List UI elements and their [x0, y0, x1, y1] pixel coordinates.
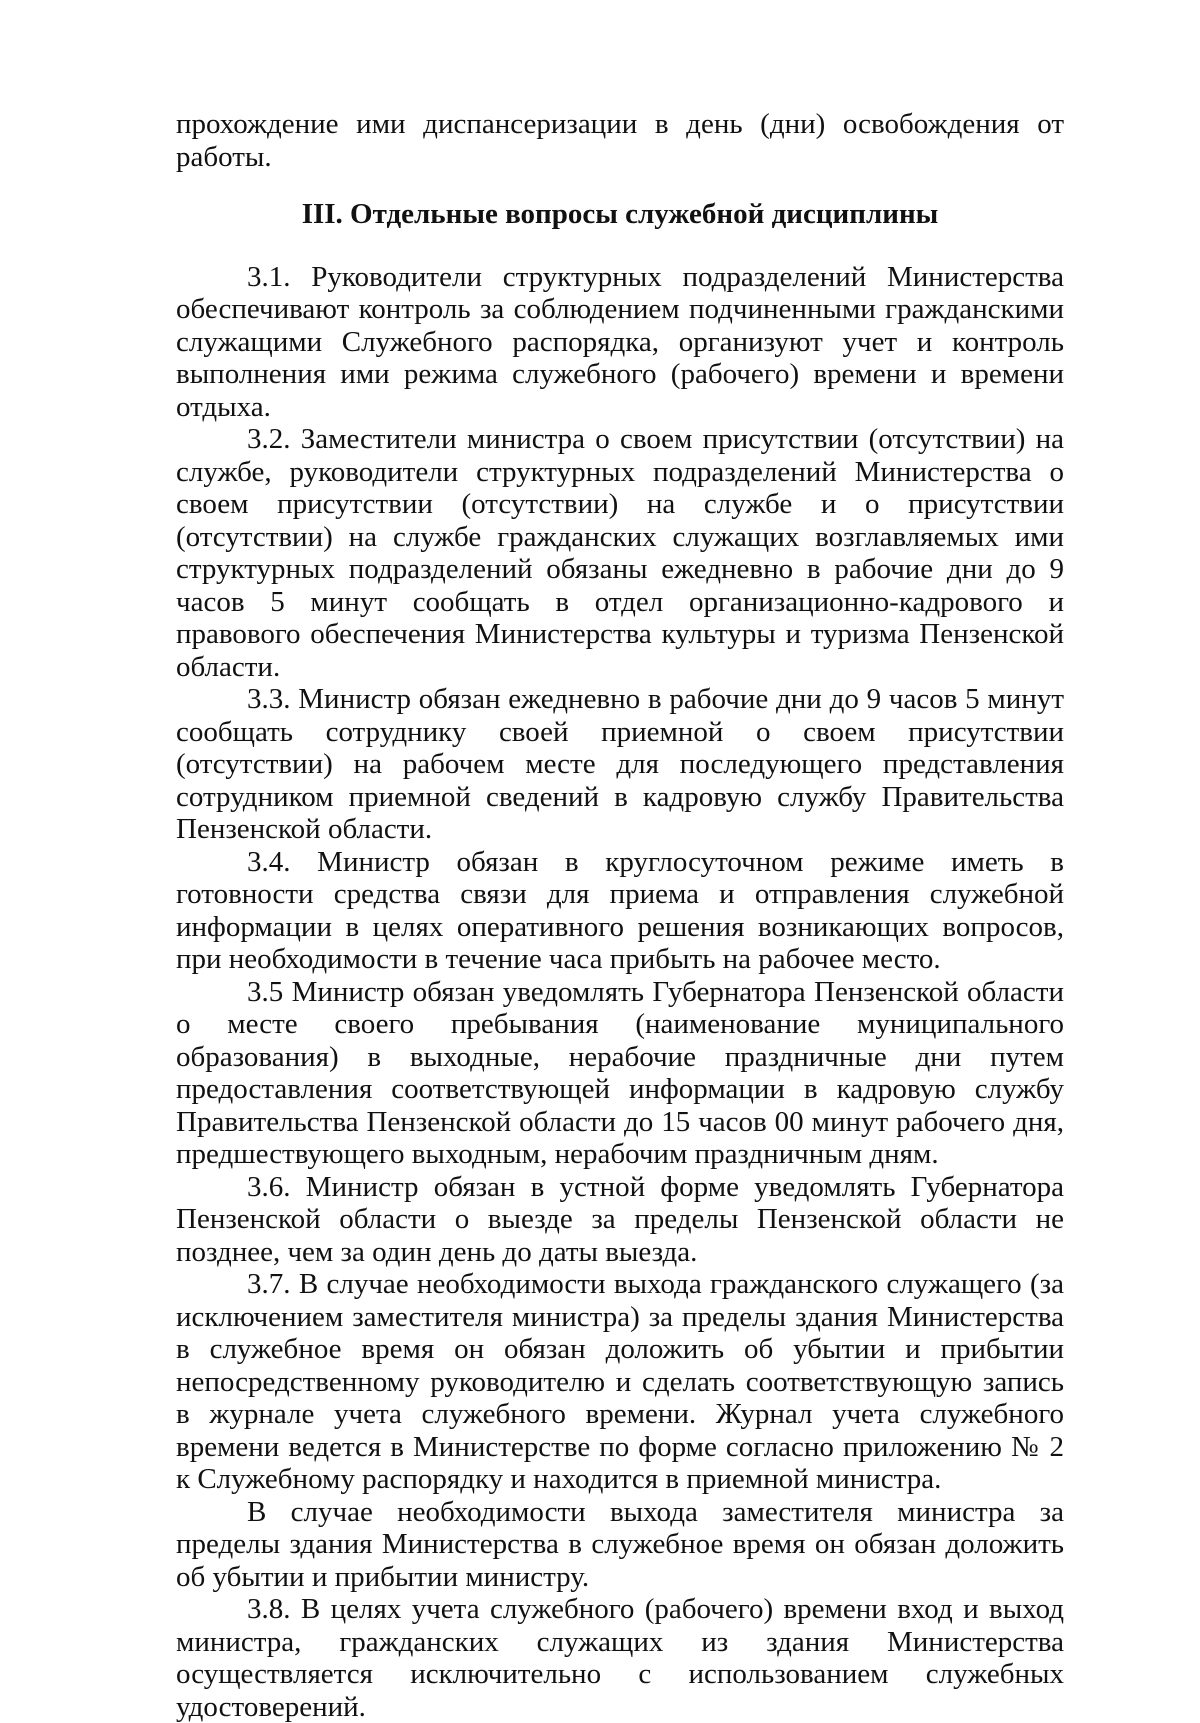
- paragraph-3-3: 3.3. Министр обязан ежедневно в рабочие дни до 9 часов 5 минут сообщать сотруднику своей приемной о своем присутствии (отсутствии) на рабочем месте для последующего представления сотрудником приемной сведений в кадровую службу Правительства Пензенской области.: [176, 683, 1064, 845]
- paragraph-3-4: 3.4. Министр обязан в круглосуточном режиме иметь в готовности средства связи для приема и отправления служебной информации в целях оперативного решения возникающих вопросов, при необходимости в течение часа прибыть на рабочее место.: [176, 845, 1064, 975]
- paragraph-3-6: 3.6. Министр обязан в устной форме уведомлять Губернатора Пензенской области о выезде за пределы Пензенской области не позднее, чем за один день до даты выезда.: [176, 1170, 1064, 1268]
- paragraph-3-5: 3.5 Министр обязан уведомлять Губернатора Пензенской области о месте своего пребывания (наименование муниципального образования) в выходные, нерабочие праздничные дни путем предоставления соответствующей информации в кадровую службу Правительства Пензенской области до 15 часов 00 минут рабочего дня, предшествующего выходным, нерабочим праздничным дням.: [176, 975, 1064, 1170]
- paragraph-3-1: 3.1. Руководители структурных подразделений Министерства обеспечивают контроль за соблюдением подчиненными гражданскими служащими Служебного распорядка, организуют учет и контроль выполнения ими режима служебного (рабочего) времени и времени отдыха.: [176, 260, 1064, 423]
- paragraph-3-7-deputy: В случае необходимости выхода заместителя министра за пределы здания Министерства в служебное время он обязан доложить об убытии и прибытии министру.: [176, 1495, 1064, 1593]
- paragraph-3-2: 3.2. Заместители министра о своем присутствии (отсутствии) на службе, руководители структурных подразделений Министерства о своем присутствии (отсутствии) на службе и о присутствии (отсутствии) на службе гражданских служащих возглавляемых ими структурных подразделений обязаны ежедневно в рабочие дни до 9 часов 5 минут сообщать в отдел организационно-кадрового и правового обеспечения Министерства культуры и туризма Пензенской области.: [176, 423, 1064, 683]
- document-page: [176, 108, 1064, 1723]
- continuation-paragraph: прохождение ими диспансеризации в день (дни) освобождения от работы.: [176, 108, 1064, 173]
- section-heading: III. Отдельные вопросы служебной дисциплины: [301, 198, 939, 230]
- paragraph-3-8: 3.8. В целях учета служебного (рабочего) времени вход и выход министра, гражданских служащих из здания Министерства осуществляется исключительно с использованием служебных удостоверений.: [176, 1593, 1064, 1723]
- paragraph-3-7: 3.7. В случае необходимости выхода гражданского служащего (за исключением заместителя министра) за пределы здания Министерства в служебное время он обязан доложить об убытии и прибытии непосредственному руководителю и сделать соответствующую запись в журнале учета служебного времени. Журнал учета служебного времени ведется в Министерстве по форме согласно приложению № 2 к Служебному распорядку и находится в приемной министра.: [176, 1268, 1064, 1495]
